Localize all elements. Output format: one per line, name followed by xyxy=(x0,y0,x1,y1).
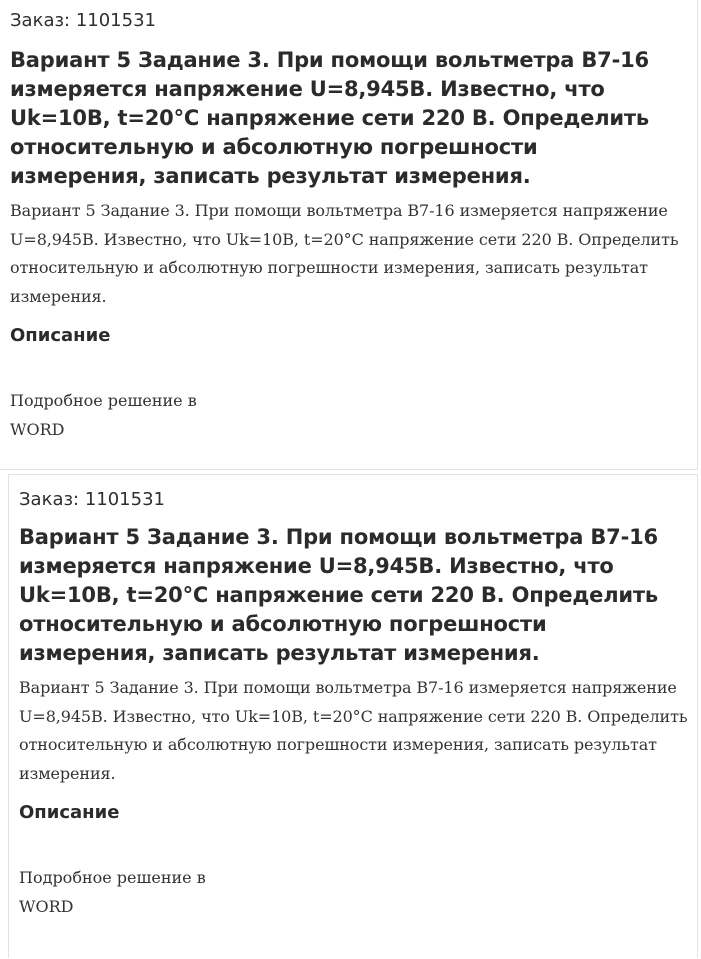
order-card-2 xyxy=(8,474,698,958)
task-title: Вариант 5 Задание 3. При помощи вольтметра В7-16 измеряется напряжение U=8,945В. Известно, что Uk=10В, t=20°С напряжение сети 220 В. Определить относительную и абсолютную погрешности измерения, записать результат измерения. xyxy=(10,48,649,188)
task-title: Вариант 5 Задание 3. При помощи вольтметра В7-16 измеряется напряжение U=8,945В. Известно, что Uk=10В, t=20°С напряжение сети 220 В. Определить относительную и абсолютную погрешности измерения, записать результат измерения. xyxy=(19,525,658,665)
order-card-1 xyxy=(0,0,698,470)
description-heading: Описание xyxy=(10,325,111,346)
order-number: Заказ: 1101531 xyxy=(10,10,156,31)
description-text: Подробное решение в WORD xyxy=(10,391,197,439)
task-body: Вариант 5 Задание 3. При помощи вольтметра В7-16 измеряется напряжение U=8,945В. Известно, что Uk=10В, t=20°С напряжение сети 220 В. Определить относительную и абсолютную погрешности измерения, записать результат измерения. xyxy=(19,678,688,783)
order-number: Заказ: 1101531 xyxy=(19,489,165,510)
description-text: Подробное решение в WORD xyxy=(19,868,206,916)
description-heading: Описание xyxy=(19,802,120,823)
task-body: Вариант 5 Задание 3. При помощи вольтметра В7-16 измеряется напряжение U=8,945В. Известно, что Uk=10В, t=20°С напряжение сети 220 В. Определить относительную и абсолютную погрешности измерения, записать результат измерения. xyxy=(10,201,679,306)
